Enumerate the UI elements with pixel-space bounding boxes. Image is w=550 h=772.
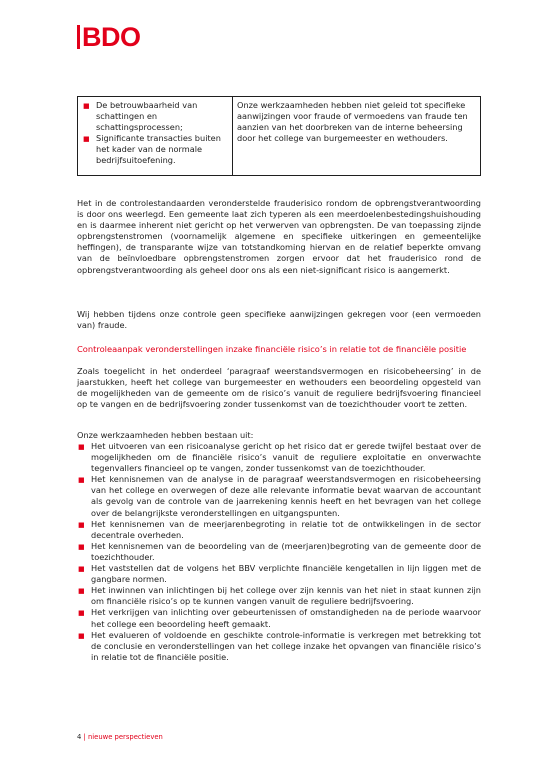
list-item-text: Het verkrijgen van inlichting over gebeurtenissen of omstandigheden na de periode waarvoor het college een beoordeling heeft gemaakt. <box>91 607 481 629</box>
work-list <box>77 441 481 663</box>
list-item <box>77 607 481 629</box>
paragraph-approach: Zoals toegelicht in het onderdeel ‘paragraaf weerstandsvermogen en risicobeheersing’ in de jaarstukken, heeft het college van burgemeester en wethouders een beoordeling opgesteld van de mogelijkheden van de gemeente om de risico’s vanuit de reguliere bedrijfsvoering financieel op te vangen en de bedrijfsvoering zonder tussenkomst van de toezichthouder voort te zetten. <box>77 366 481 410</box>
paragraph-fraud-risk: Het in de controlestandaarden veronderstelde frauderisico rondom de opbrengstverantwoording is door ons weerlegd. Een gemeente laat zich typeren als een meerdoelenbestedingshuishouding en is daarmee inherent niet gericht op het verwerven van opbrengsten. De van toepassing zijnde opbrengstenstromen (voornamelijk algemene en specifieke uitkeringen en gemeentelijke heffingen), de transparante wijze van totstandkoming hiervan en de relatief beperkte omvang van de beïnvloedbare opbrengstenstromen zorgen ervoor dat het frauderisico rond de opbrengstverantwoording als geheel door ons als een niet-significant risico is aangemerkt. <box>77 198 481 275</box>
list-item <box>77 441 481 474</box>
list-item <box>77 474 481 518</box>
red-square-bullet-icon: ■ <box>78 609 85 618</box>
list-item <box>77 630 481 663</box>
list-item <box>77 519 481 541</box>
logo-text: BDO <box>82 22 141 52</box>
red-square-bullet-icon: ■ <box>78 542 85 551</box>
table-bullet-list <box>82 100 228 167</box>
red-square-bullet-icon: ■ <box>78 631 85 640</box>
footer-separator: | <box>83 733 86 741</box>
list-item-text: Het kennisnemen van de analyse in de paragraaf weerstandsvermogen en risicobeheersing van het college en overwegen of deze alle relevante informatie bevat waarvan de accountant als gevolg van de controle van de jaarrekening kennis heeft en het bevragen van het college over de belangrijkste veronderstellingen en uitgangspunten. <box>91 474 481 518</box>
table-cell-right: Onze werkzaamheden hebben niet geleid tot specifieke aanwijzingen voor fraude of vermoedens van fraude ten aanzien van het doorbreken van de interne beheersing door het college van burgemeester en wethouders. <box>233 97 481 176</box>
page-footer <box>77 733 163 742</box>
red-square-bullet-icon: ■ <box>78 565 85 574</box>
list-item-text: Het kennisnemen van de beoordeling van de (meerjaren)begroting van de gemeente door de toezichthouder. <box>91 540 481 562</box>
list-item-text: Het evalueren of voldoende en geschikte controle-informatie is verkregen met betrekking tot de conclusie en veronderstellingen van het college inzake het opvangen van financiële risico’s in relatie tot de financiële positie. <box>91 629 481 662</box>
red-square-bullet-icon: ■ <box>83 102 90 110</box>
section-heading: Controleaanpak veronderstellingen inzake financiële risico’s in relatie tot de financiële positie <box>77 344 467 354</box>
list-item-text: Het kennisnemen van de meerjarenbegroting in relatie tot de ontwikkelingen in de sector decentrale overheden. <box>91 518 481 540</box>
list-item-text: De betrouwbaarheid van schattingen en schattingsprocessen; <box>96 100 198 133</box>
logo-bar <box>77 25 80 49</box>
red-square-bullet-icon: ■ <box>78 476 85 485</box>
red-square-bullet-icon: ■ <box>83 135 90 144</box>
list-item-text: Significante transacties buiten het kader van de normale bedrijfsuitoefening. <box>96 133 221 166</box>
table-cell-left <box>78 97 233 176</box>
list-intro: Onze werkzaamheden hebben bestaan uit: <box>77 430 254 440</box>
list-item <box>82 100 228 133</box>
red-square-bullet-icon: ■ <box>78 587 85 596</box>
red-square-bullet-icon: ■ <box>78 443 85 451</box>
list-item <box>77 563 481 585</box>
red-square-bullet-icon: ■ <box>78 520 85 529</box>
list-item <box>77 541 481 563</box>
list-item-text: Het uitvoeren van een risicoanalyse gericht op het risico dat er gerede twijfel bestaat over de mogelijkheden om de financiële risico’s vanuit de reguliere exploitatie en onverwachte tegenvallers financieel op te vangen, zonder tussenkomst van de toezichthouder. <box>91 441 481 474</box>
bdo-logo <box>77 24 141 50</box>
footer-title: nieuwe perspectieven <box>87 733 163 741</box>
list-item-text: Het vaststellen dat de volgens het BBV verplichte financiële kengetallen in lijn liggen met de gangbare normen. <box>91 563 481 585</box>
list-item <box>77 585 481 607</box>
page-number: 4 <box>77 733 82 741</box>
fraud-table <box>77 96 481 176</box>
list-item-text: Het inwinnen van inlichtingen bij het college over zijn kennis van het niet in staat kunnen zijn om financiële risico’s op te kunnen vangen vanuit de reguliere bedrijfsvoering. <box>91 585 481 607</box>
paragraph-no-fraud: Wij hebben tijdens onze controle geen specifieke aanwijzingen gekregen voor (een vermoeden van) fraude. <box>77 309 481 331</box>
list-item <box>82 133 228 166</box>
table-row <box>78 97 481 176</box>
